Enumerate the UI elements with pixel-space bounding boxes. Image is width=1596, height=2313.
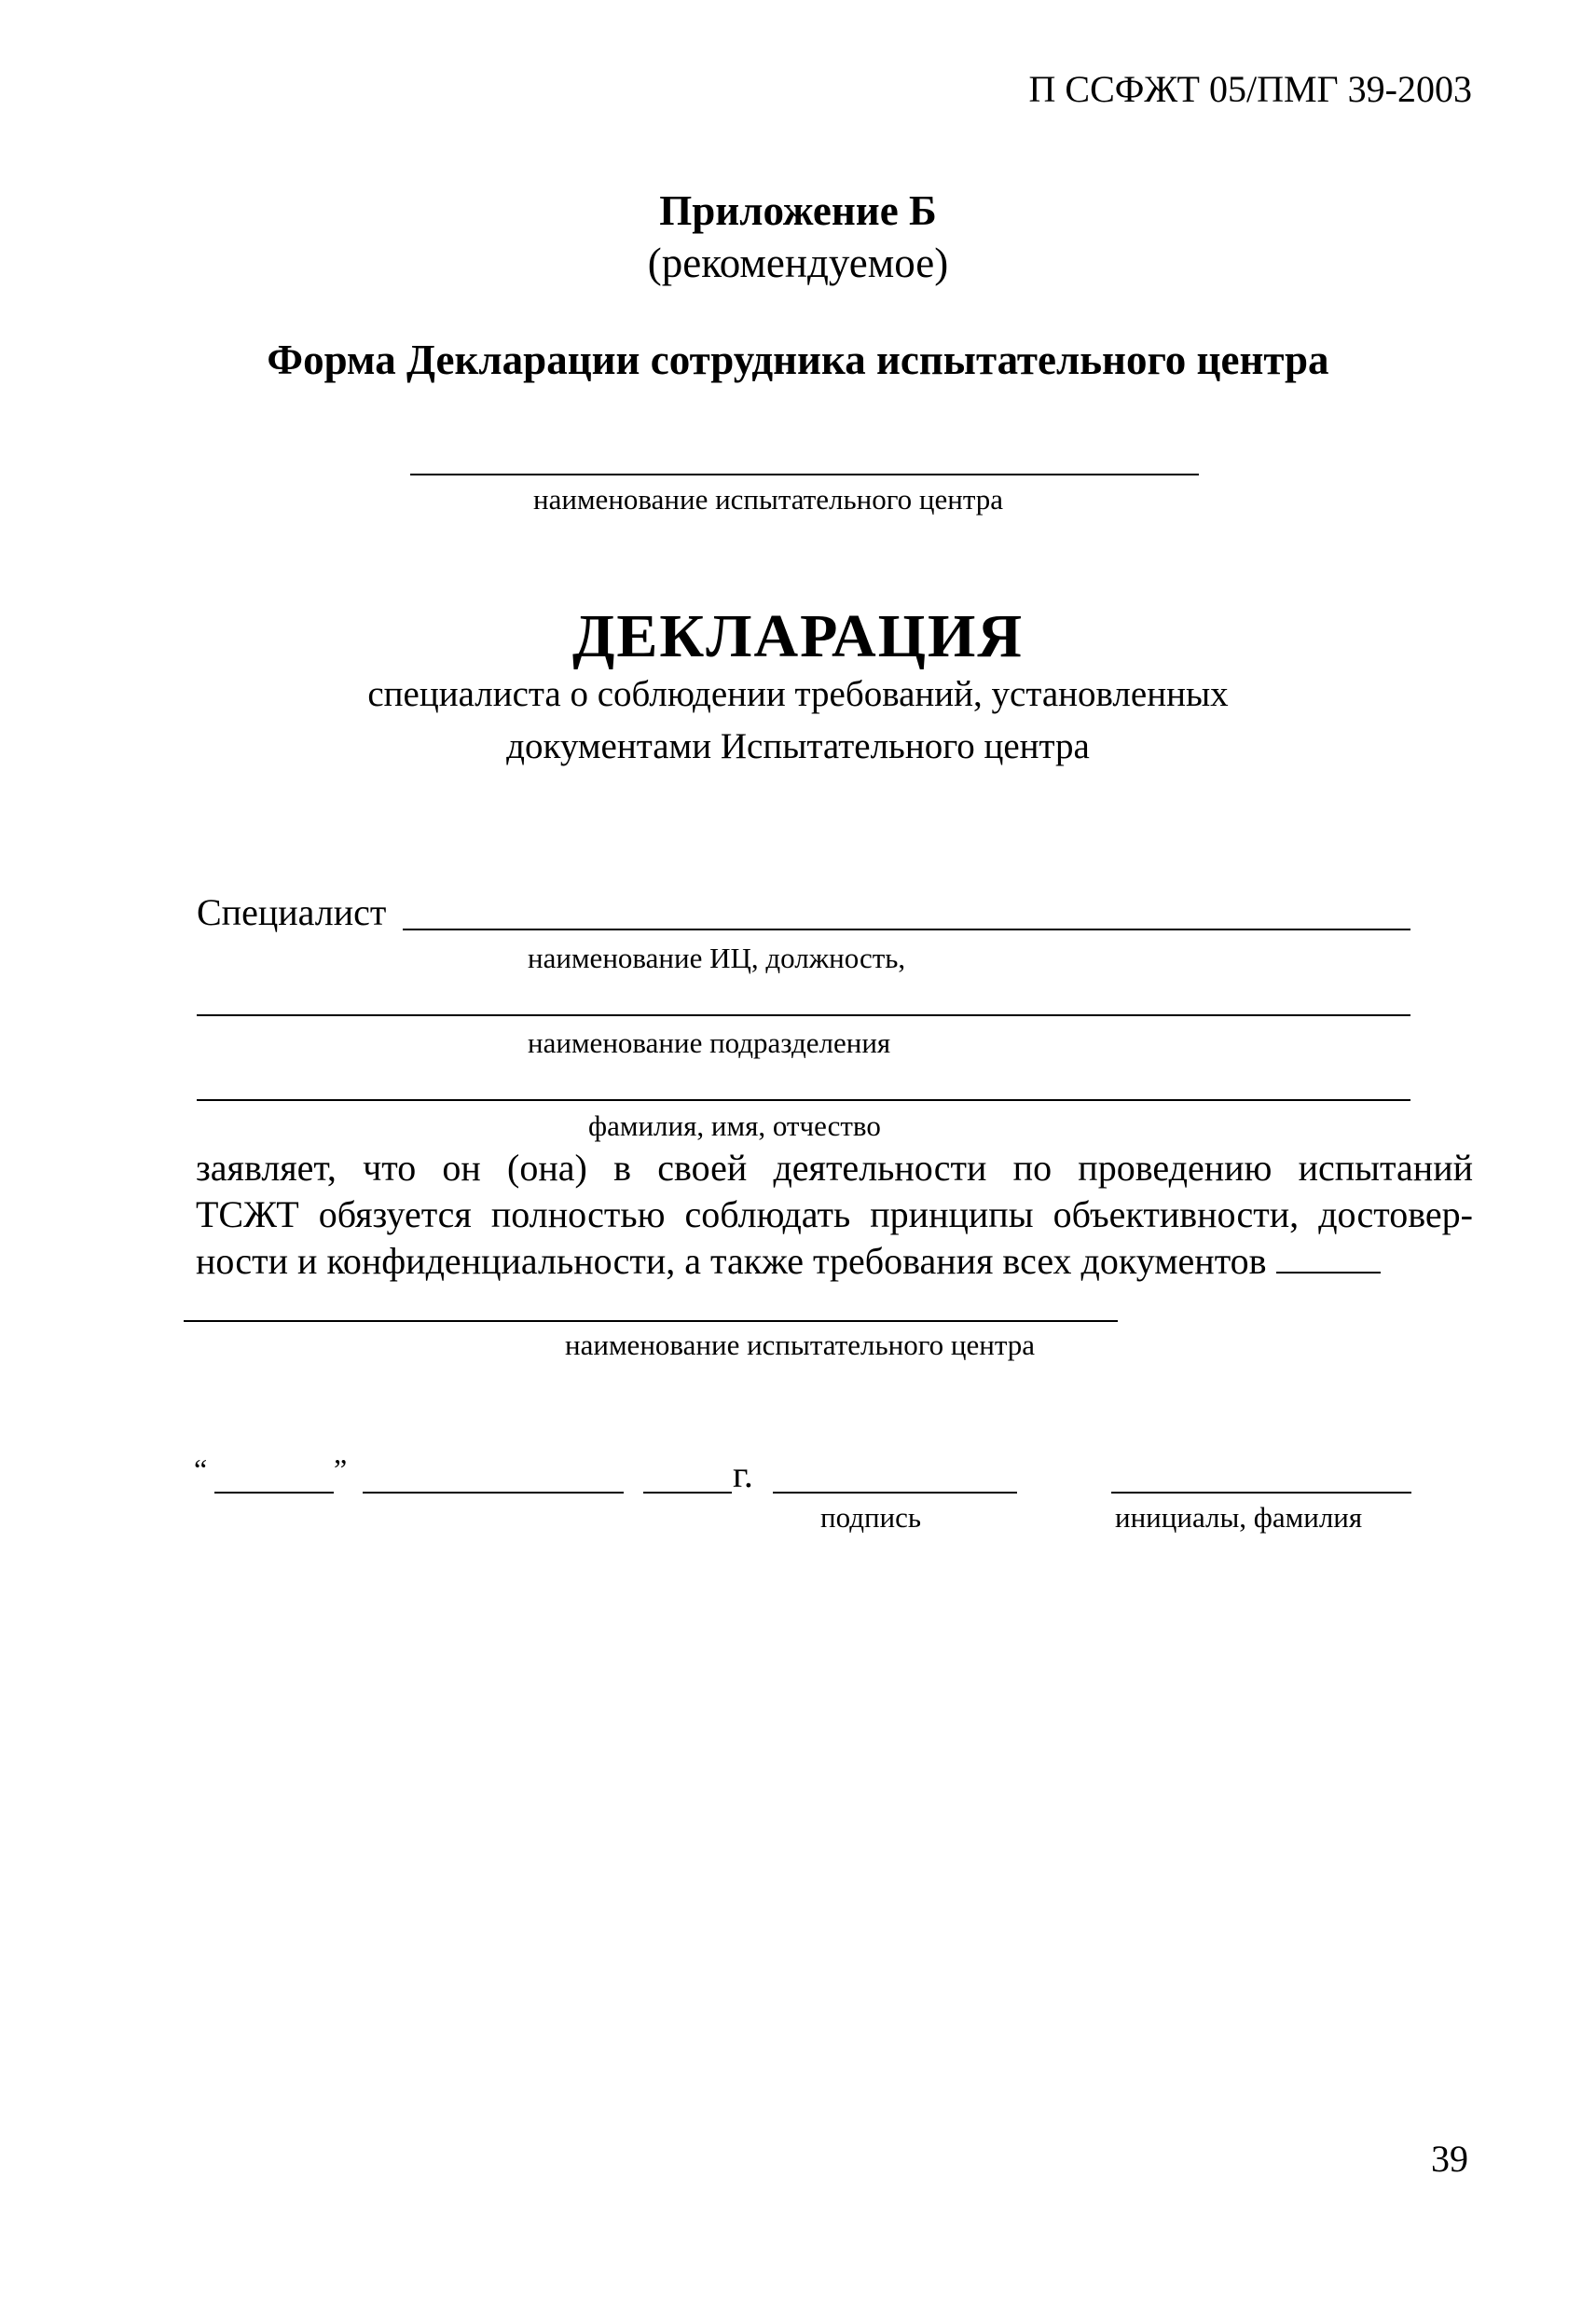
date-open-quote: “ [194, 1453, 208, 1486]
declaration-subtitle-line-1: специалиста о соблюдении требований, установленных [367, 674, 1229, 714]
statement-line-2: ТСЖТ обязуется полностью соблюдать принципы объективности, достовер- [196, 1193, 1473, 1235]
signature-line [773, 1492, 1017, 1494]
date-month-line [363, 1492, 624, 1494]
statement-paragraph [196, 1145, 1473, 1285]
specialist-label: Специалист [197, 891, 387, 933]
form-title: Форма Декларации сотрудника испытательного центра [267, 337, 1329, 383]
date-day-line [214, 1492, 334, 1494]
document-code: П ССФЖТ 05/ПМГ 39-2003 [1028, 68, 1472, 110]
page-number: 39 [1431, 2138, 1468, 2180]
center-name-blank [1276, 1246, 1381, 1274]
specialist-position-caption: наименование ИЦ, должность, [528, 942, 906, 974]
initials-caption: инициалы, фамилия [1115, 1501, 1363, 1534]
statement-line-1: заявляет, что он (она) в своей деятельности по проведению испытаний [196, 1147, 1473, 1189]
appendix-title: Приложение Б [659, 187, 937, 234]
org-name-caption: наименование испытательного центра [533, 483, 1004, 516]
center-name-caption: наименование испытательного центра [565, 1329, 1036, 1361]
center-name-line [184, 1320, 1118, 1322]
statement-line-3: ности и конфиденциальности, а также требования всех документов [196, 1240, 1267, 1282]
date-close-quote: ” [334, 1453, 348, 1486]
org-name-line [410, 474, 1199, 475]
declaration-subtitle [0, 668, 1596, 773]
specialist-position-line [403, 929, 1410, 930]
department-line [197, 1014, 1410, 1016]
initials-line [1111, 1492, 1411, 1494]
signature-caption: подпись [820, 1501, 922, 1534]
fullname-line [197, 1099, 1410, 1101]
declaration-title: ДЕКЛАРАЦИЯ [572, 602, 1024, 670]
declaration-subtitle-line-2: документами Испытательного центра [506, 726, 1090, 766]
date-year-line [643, 1492, 732, 1494]
year-suffix: г. [733, 1453, 753, 1495]
statement-line-3-wrap [196, 1238, 1473, 1285]
department-caption: наименование подразделения [528, 1026, 891, 1059]
appendix-subtitle: (рекомендуемое) [647, 240, 949, 286]
fullname-caption: фамилия, имя, отчество [588, 1109, 881, 1142]
